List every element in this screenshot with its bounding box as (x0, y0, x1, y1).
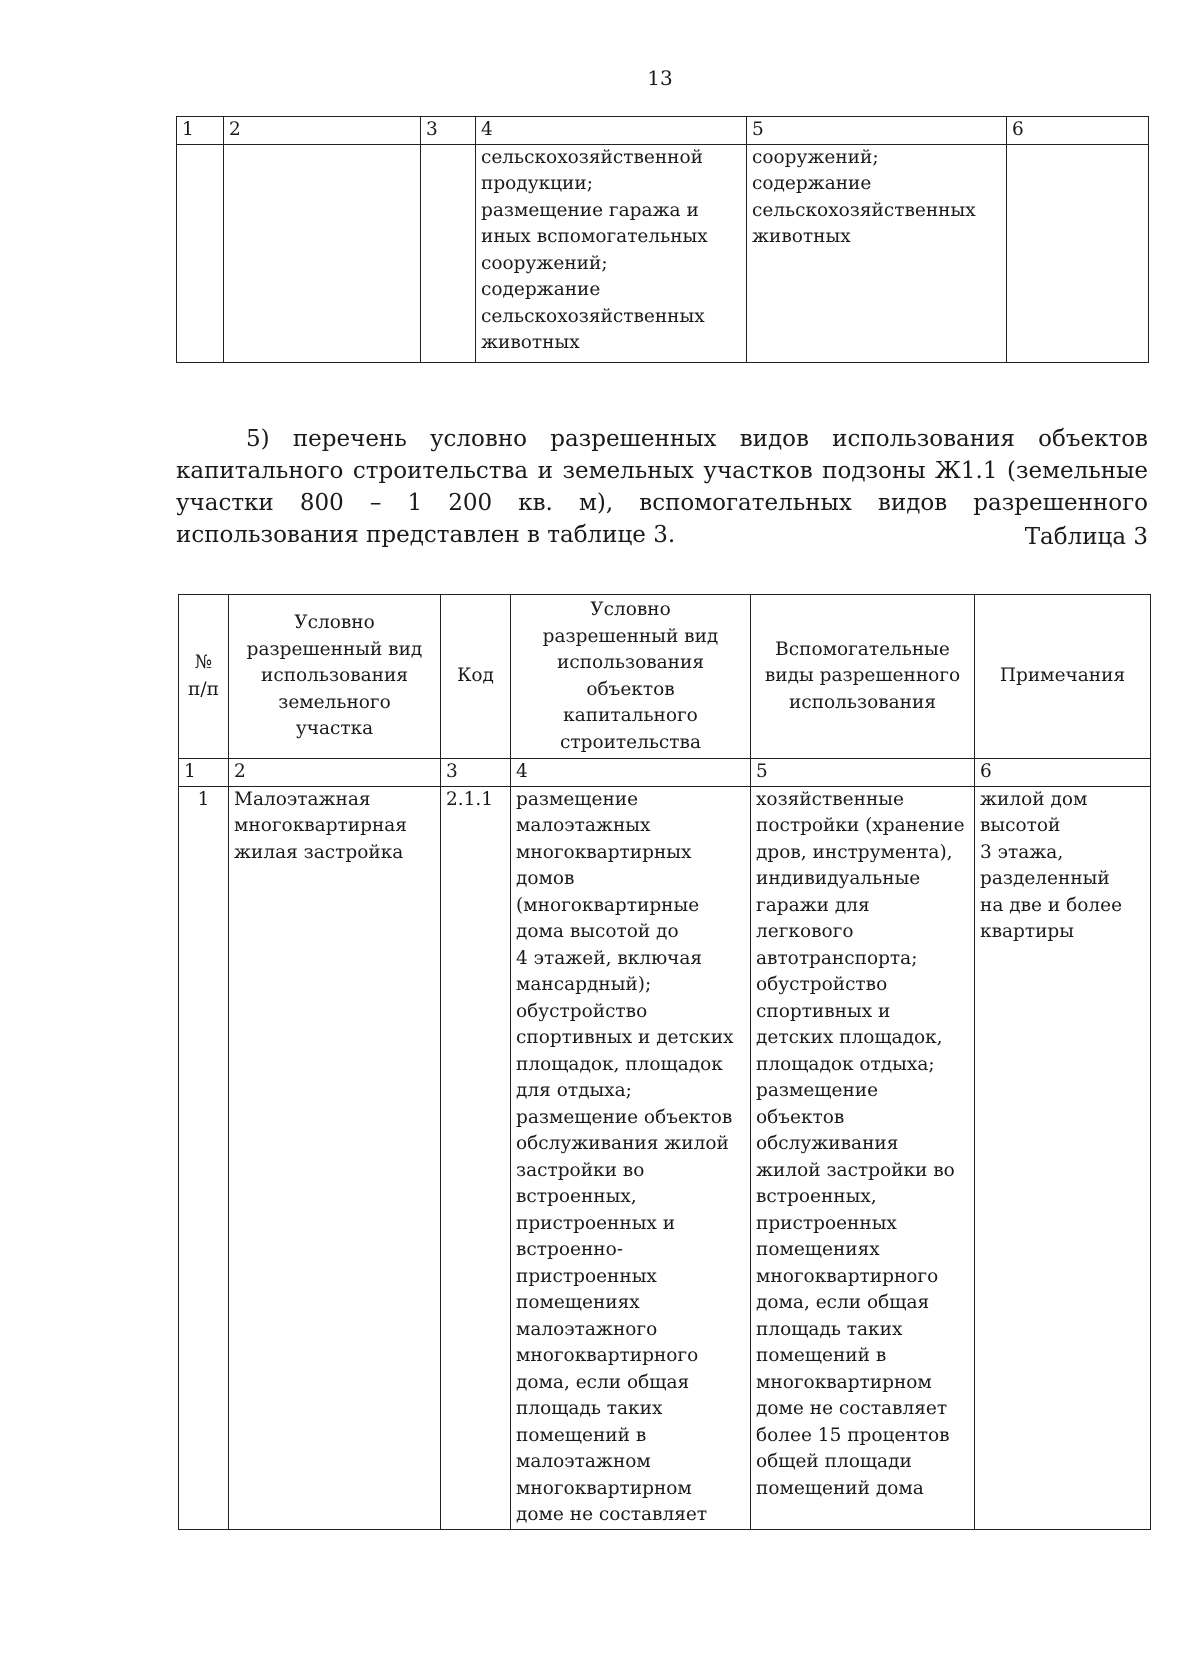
column-number-cell: 6 (1007, 117, 1149, 145)
code-cell: 2.1.1 (441, 786, 511, 1529)
header-number: № п/п (179, 595, 229, 759)
column-number-cell: 1 (177, 117, 224, 145)
header-auxiliary-use: Вспомогательные виды разрешенного использования (751, 595, 975, 759)
column-number-cell: 2 (229, 759, 441, 787)
page-number: 13 (647, 66, 673, 90)
table-caption: Таблица 3 (1024, 524, 1148, 550)
body-paragraph: 5) перечень условно разрешенных видов использования объектов капитального строительства и земельных участков подзоны Ж1.1 (земельные участки 800 – 1 200 кв. м), вспомогательных видов разрешенного использования представлен в таблице 3. (176, 426, 1148, 548)
column-number-cell: 5 (751, 759, 975, 787)
column-number-cell: 6 (975, 759, 1151, 787)
table-cell: сельскохозяйственной продукции; размещение гаража и иных вспомогательных сооружений; содержание сельскохозяйственных животных (476, 144, 747, 362)
column-number-cell: 4 (511, 759, 751, 787)
table-3 (178, 594, 1151, 1530)
header-capital-use: Условно разрешенный вид использования объектов капитального строительства (511, 595, 751, 759)
column-number-cell: 3 (441, 759, 511, 787)
row-number: 1 (179, 786, 229, 1529)
continued-table (176, 116, 1149, 363)
capital-use-cell: размещение малоэтажных многоквартирных домов (многоквартирные дома высотой до 4 этажей, включая мансардный); обустройство спортивных и детских площадок, площадок для отдыха; размещение объектов обслуживания жилой застройки во встроенных, пристроенных и встроенно- пристроенных помещениях малоэтажного многоквартирного дома, если общая площадь таких помещений в малоэтажном многоквартирном доме не составляет (511, 786, 751, 1529)
column-number-cell: 1 (179, 759, 229, 787)
auxiliary-use-cell: хозяйственные постройки (хранение дров, инструмента), индивидуальные гаражи для легкового автотранспорта; обустройство спортивных и детских площадок, площадок отдыха; размещение объектов обслуживания жилой застройки во встроенных, пристроенных помещениях многоквартирного дома, если общая площадь таких помещений в многоквартирном доме не составляет более 15 процентов общей площади помещений дома (751, 786, 975, 1529)
column-number-cell: 4 (476, 117, 747, 145)
table-cell: сооружений; содержание сельскохозяйственных животных (747, 144, 1007, 362)
table-row (177, 144, 1149, 362)
header-code: Код (441, 595, 511, 759)
table-cell (1007, 144, 1149, 362)
header-notes: Примечания (975, 595, 1151, 759)
table-header-row (179, 595, 1151, 759)
table-cell (421, 144, 476, 362)
table-cell (224, 144, 421, 362)
header-land-use: Условно разрешенный вид использования земельного участка (229, 595, 441, 759)
column-number-cell: 3 (421, 117, 476, 145)
column-number-row (177, 117, 1149, 145)
land-use-cell: Малоэтажная многоквартирная жилая застройка (229, 786, 441, 1529)
column-number-row (179, 759, 1151, 787)
column-number-cell: 2 (224, 117, 421, 145)
column-number-cell: 5 (747, 117, 1007, 145)
table-cell (177, 144, 224, 362)
table-row (179, 786, 1151, 1529)
notes-cell: жилой дом высотой 3 этажа, разделенный на две и более квартиры (975, 786, 1151, 1529)
